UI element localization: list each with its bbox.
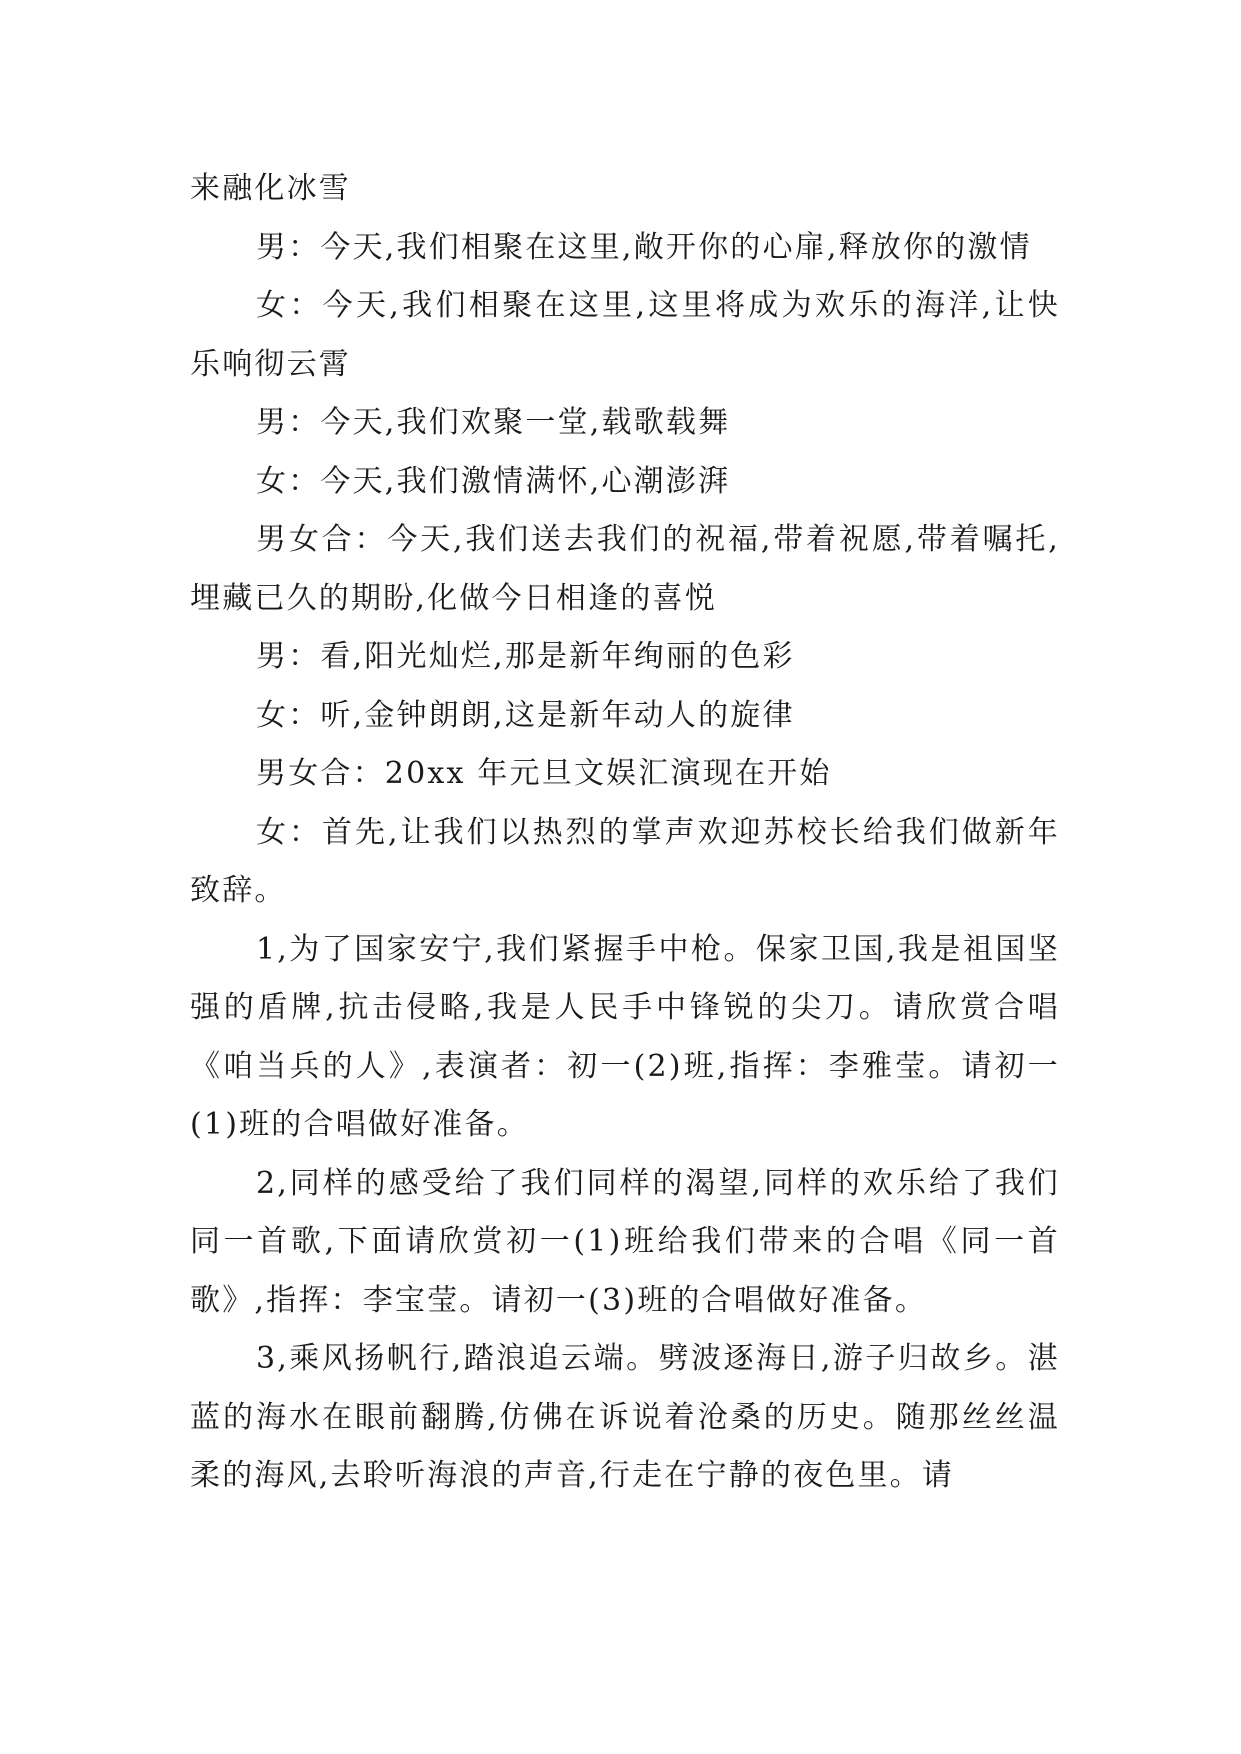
paragraph-female-3: 女：听,金钟朗朗,这是新年动人的旋律 (256, 697, 795, 733)
document-body (190, 160, 1060, 1506)
paragraph-male-1: 男：今天,我们相聚在这里,敞开你的心扉,释放你的激情 (256, 229, 1032, 265)
paragraph-male-3: 男：看,阳光灿烂,那是新年绚丽的色彩 (256, 639, 795, 674)
paragraph-program-1: 1,为了国家安宁,我们紧握手中枪。保家卫国,我是祖国坚强的盾牌,抗击侵略,我是人民手中锋锐的尖刀。请欣赏合唱《咱当兵的人》,表演者：初一(2)班,指挥：李雅莹。请初一(1)班的合唱做好准备。 (190, 931, 1060, 1142)
paragraph-continuation: 来融化冰雪 (190, 171, 351, 206)
paragraph-together-2: 男女合：20xx 年元旦文娱汇演现在开始 (256, 756, 832, 791)
paragraph-male-2: 男：今天,我们欢聚一堂,载歌载舞 (256, 405, 731, 440)
paragraph-female-4: 女：首先,让我们以热烈的掌声欢迎苏校长给我们做新年致辞。 (190, 814, 1060, 908)
paragraph-program-3: 3,乘风扬帆行,踏浪追云端。劈波逐海日,游子归故乡。湛蓝的海水在眼前翻腾,仿佛在诉说着沧桑的历史。随那丝丝温柔的海风,去聆听海浪的声音,行走在宁静的夜色里。请 (190, 1341, 1060, 1493)
paragraph-female-2: 女：今天,我们激情满怀,心潮澎湃 (256, 463, 731, 499)
paragraph-female-1: 女：今天,我们相聚在这里,这里将成为欢乐的海洋,让快乐响彻云霄 (190, 288, 1060, 382)
paragraph-together-1: 男女合：今天,我们送去我们的祝福,带着祝愿,带着嘱托,埋藏已久的期盼,化做今日相逢的喜悦 (190, 522, 1060, 616)
paragraph-program-2: 2,同样的感受给了我们同样的渴望,同样的欢乐给了我们同一首歌,下面请欣赏初一(1)班给我们带来的合唱《同一首歌》,指挥：李宝莹。请初一(3)班的合唱做好准备。 (190, 1165, 1060, 1318)
